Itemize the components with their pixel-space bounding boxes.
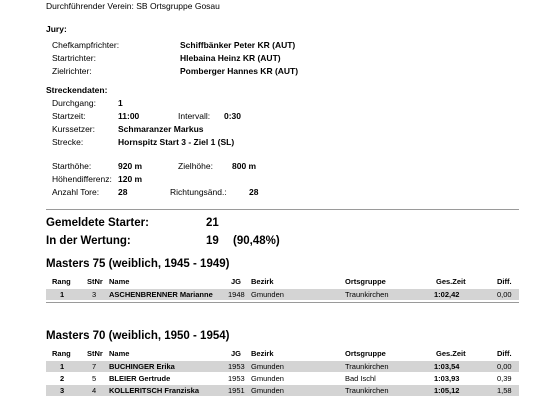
jury-label-start: Startrichter: bbox=[52, 53, 96, 63]
cell-geszeit: 1:03,54 bbox=[434, 362, 460, 371]
table-row bbox=[46, 361, 519, 372]
jury-value-ziel: Pomberger Hannes KR (AUT) bbox=[180, 66, 299, 76]
cell-jg: 1951 bbox=[228, 386, 245, 395]
cell-jg: 1953 bbox=[228, 374, 245, 383]
cell-diff: 1,58 bbox=[497, 386, 512, 395]
cell-geszeit: 1:05,12 bbox=[434, 386, 460, 395]
kurssetzer-value: Schmaranzer Markus bbox=[118, 124, 204, 134]
header-diff: Diff. bbox=[497, 277, 512, 286]
cell-geszeit: 1:03,93 bbox=[434, 374, 460, 383]
richtung-value: 28 bbox=[249, 187, 259, 197]
cell-rang: 1 bbox=[60, 362, 65, 371]
starthoehe-label: Starthöhe: bbox=[52, 161, 92, 171]
table-header bbox=[46, 276, 519, 287]
startzeit-label: Startzeit: bbox=[52, 111, 86, 121]
table-bottom-rule bbox=[46, 302, 519, 303]
starthoehe-value: 920 m bbox=[118, 161, 143, 171]
header-ortsgruppe: Ortsgruppe bbox=[345, 277, 386, 286]
startzeit-value: 11:00 bbox=[118, 111, 140, 121]
header-bezirk: Bezirk bbox=[251, 349, 274, 358]
table-row bbox=[46, 373, 519, 384]
cell-rang: 2 bbox=[60, 374, 65, 383]
header-rang: Rang bbox=[52, 349, 71, 358]
cell-diff: 0,39 bbox=[497, 374, 512, 383]
cell-stnr: 7 bbox=[92, 362, 97, 371]
header-geszeit: Ges.Zeit bbox=[436, 277, 466, 286]
section-divider bbox=[46, 209, 519, 210]
cell-diff: 0,00 bbox=[497, 362, 512, 371]
header-name: Name bbox=[109, 277, 130, 286]
header-ortsgruppe: Ortsgruppe bbox=[345, 349, 386, 358]
header-stnr: StNr bbox=[87, 277, 103, 286]
cell-name: KOLLERITSCH Franziska bbox=[109, 386, 200, 395]
cell-geszeit: 1:02,42 bbox=[434, 290, 460, 299]
wertung-percent: (90,48%) bbox=[233, 235, 280, 247]
cell-bezirk: Gmunden bbox=[251, 374, 284, 383]
tore-label: Anzahl Tore: bbox=[52, 187, 100, 197]
wertung-label: In der Wertung: bbox=[46, 235, 131, 247]
zielhoehe-label: Zielhöhe: bbox=[178, 161, 213, 171]
cell-bezirk: Gmunden bbox=[251, 290, 284, 299]
header-jg: JG bbox=[231, 349, 242, 358]
cell-ortsgruppe: Traunkirchen bbox=[345, 386, 389, 395]
cell-name: BLEIER Gertrude bbox=[109, 374, 171, 383]
jury-value-start: Hlebaina Heinz KR (AUT) bbox=[180, 53, 281, 63]
header-jg: JG bbox=[231, 277, 242, 286]
hoehendifferenz-label: Höhendifferenz: bbox=[52, 174, 112, 184]
gemeldete-label: Gemeldete Starter: bbox=[46, 217, 149, 229]
zielhoehe-value: 800 m bbox=[232, 161, 257, 171]
jury-title: Jury: bbox=[46, 24, 67, 34]
durchgang-value: 1 bbox=[118, 98, 123, 108]
cell-ortsgruppe: Traunkirchen bbox=[345, 362, 389, 371]
table-row bbox=[46, 385, 519, 396]
table-header bbox=[46, 348, 519, 359]
durchgang-label: Durchgang: bbox=[52, 98, 96, 108]
cell-stnr: 4 bbox=[92, 386, 97, 395]
cell-bezirk: Gmunden bbox=[251, 362, 284, 371]
richtung-label: Richtungsänd.: bbox=[170, 187, 227, 197]
cell-jg: 1953 bbox=[228, 362, 245, 371]
cell-diff: 0,00 bbox=[497, 290, 512, 299]
header-name: Name bbox=[109, 349, 130, 358]
kurssetzer-label: Kurssetzer: bbox=[52, 124, 95, 134]
strecke-value: Hornspitz Start 3 - Ziel 1 (SL) bbox=[118, 137, 235, 147]
intervall-label: Intervall: bbox=[178, 111, 211, 121]
tore-value: 28 bbox=[118, 187, 128, 197]
jury-value-chef: Schiffbänker Peter KR (AUT) bbox=[180, 40, 296, 50]
header-stnr: StNr bbox=[87, 349, 103, 358]
header-geszeit: Ges.Zeit bbox=[436, 349, 466, 358]
jury-label-chef: Chefkampfrichter: bbox=[52, 40, 120, 50]
intervall-value: 0:30 bbox=[224, 111, 242, 121]
organizer-line: Durchführender Verein: SB Ortsgruppe Gosau bbox=[46, 1, 220, 11]
cell-jg: 1948 bbox=[228, 290, 245, 299]
table-row bbox=[46, 289, 519, 300]
cell-stnr: 5 bbox=[92, 374, 97, 383]
cell-name: BUCHINGER Erika bbox=[109, 362, 175, 371]
wertung-value: 19 bbox=[206, 235, 219, 247]
strecke-label: Strecke: bbox=[52, 137, 84, 147]
cell-ortsgruppe: Bad Ischl bbox=[345, 374, 376, 383]
header-rang: Rang bbox=[52, 277, 71, 286]
header-bezirk: Bezirk bbox=[251, 277, 274, 286]
cell-bezirk: Gmunden bbox=[251, 386, 284, 395]
jury-label-ziel: Zielrichter: bbox=[52, 66, 92, 76]
gemeldete-value: 21 bbox=[206, 217, 219, 229]
header-diff: Diff. bbox=[497, 349, 512, 358]
cell-ortsgruppe: Traunkirchen bbox=[345, 290, 389, 299]
cell-rang: 3 bbox=[60, 386, 65, 395]
hoehendifferenz-value: 120 m bbox=[118, 174, 143, 184]
cell-stnr: 3 bbox=[92, 290, 97, 299]
category-title: Masters 70 (weiblich, 1950 - 1954) bbox=[46, 330, 230, 342]
cell-rang: 1 bbox=[60, 290, 65, 299]
cell-name: ASCHENBRENNER Marianne bbox=[109, 290, 213, 299]
category-title: Masters 75 (weiblich, 1945 - 1949) bbox=[46, 258, 230, 270]
course-title: Streckendaten: bbox=[46, 85, 108, 95]
